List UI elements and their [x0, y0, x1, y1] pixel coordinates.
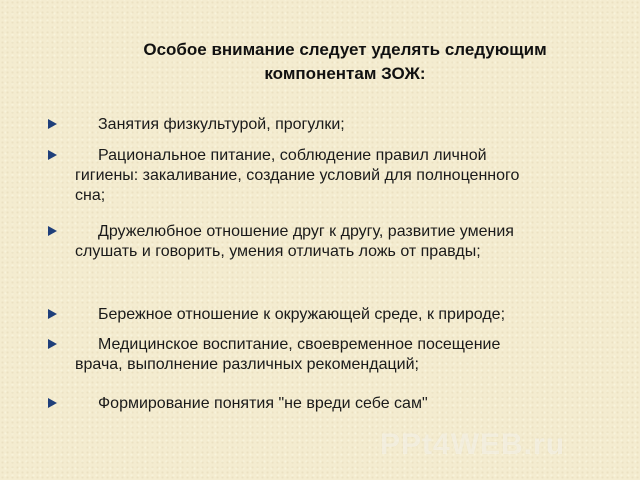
list-item-text: Дружелюбное отношение друг к другу, развитие умения слушать и говорить, умения отличать ложь от правды;	[75, 223, 514, 260]
slide-title: Особое внимание следует уделять следующим компонентам ЗОЖ:	[143, 40, 547, 83]
triangle-right-icon	[48, 309, 57, 319]
triangle-right-icon	[48, 339, 57, 349]
list-item	[48, 394, 548, 414]
triangle-right-icon	[48, 119, 57, 129]
triangle-right-icon	[48, 398, 57, 408]
list-item-text: Рациональное питание, соблюдение правил личной гигиены: закаливание, создание условий для полноценного сна;	[75, 147, 520, 204]
list-item-text: Медицинское воспитание, своевременное посещение врача, выполнение различных рекомендаций;	[75, 336, 501, 373]
watermark: PPt4WEB.ru	[380, 428, 566, 461]
list-item	[48, 222, 548, 262]
list-item-text: Бережное отношение к окружающей среде, к природе;	[98, 306, 506, 323]
list-item	[48, 146, 548, 206]
list-item	[48, 305, 548, 325]
list-item	[48, 335, 548, 375]
list-item-text: Формирование понятия "не вреди себе сам"	[98, 395, 428, 412]
triangle-right-icon	[48, 226, 57, 236]
list-item-text: Занятия физкультурой, прогулки;	[98, 116, 345, 133]
list-item	[48, 115, 548, 135]
triangle-right-icon	[48, 150, 57, 160]
